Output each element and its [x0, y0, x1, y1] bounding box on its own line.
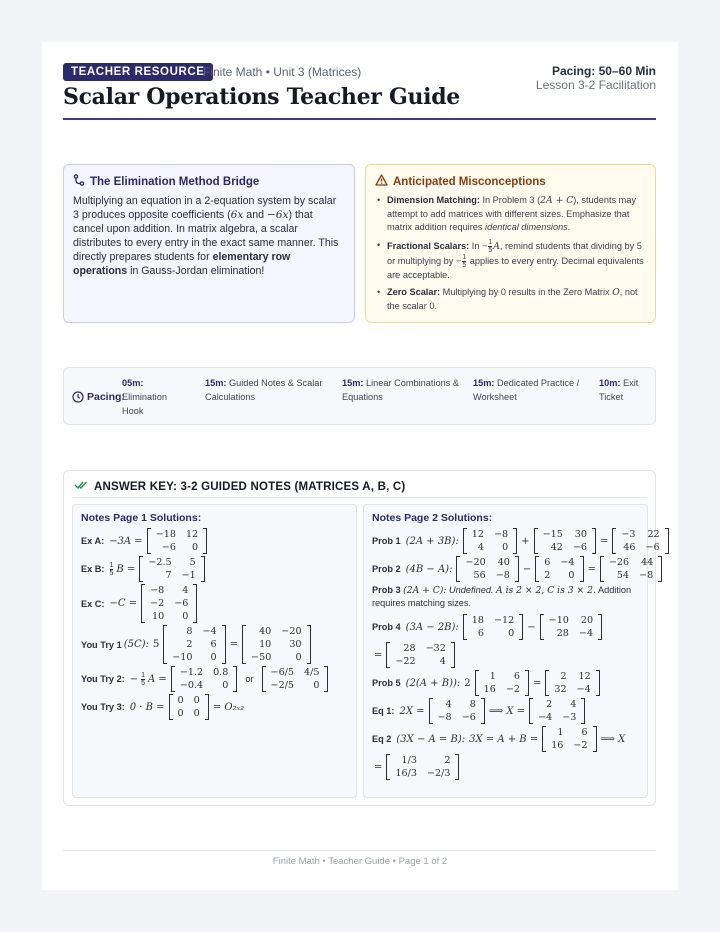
matrix-entry: −3 — [562, 712, 577, 723]
matrix-entry: 2 — [444, 755, 451, 766]
matrix-entry: −22 — [395, 656, 416, 667]
matrix-entry: 7 — [165, 570, 172, 581]
misconceptions-card — [365, 164, 656, 323]
matrix-entry: 0 — [210, 652, 217, 663]
double-check-icon — [74, 480, 88, 493]
matrix-entry: −18 — [155, 529, 176, 540]
matrix-entry: −6 — [461, 712, 476, 723]
matrix-entry: −8 — [437, 712, 452, 723]
pacing-item: 15m: Guided Notes & Scalar Calculations — [205, 378, 323, 402]
matrix-entry: 0 — [182, 611, 189, 622]
bridge-body: Multiplying an equation in a 2-equation system by scalar 3 produces opposite coefficients (6x and −6x) that cancel upon addition. In matrix algebra, a scalar distributes to every entry in the exact same manner. This directly prepares students for elementary row operations in Gauss-Jordan elimination! — [73, 195, 339, 277]
matrix — [242, 625, 311, 664]
matrix-entry: 0 — [192, 542, 199, 553]
pacing-label: Pacing: — [87, 391, 125, 403]
matrix-entry: 6 — [513, 671, 520, 682]
matrix — [542, 726, 596, 752]
answer-key-divider — [72, 497, 647, 498]
pacing-strip — [63, 367, 656, 425]
course-label: Finite Math • Unit 3 (Matrices) — [203, 65, 362, 79]
matrix-entry: −8 — [494, 529, 509, 540]
matrix-entry: 22 — [647, 529, 660, 540]
matrix — [262, 666, 329, 692]
matrix-entry: 0.8 — [213, 667, 229, 678]
matrix-entry: 28 — [556, 628, 569, 639]
title-divider — [63, 118, 656, 120]
matrix-entry: −3 — [621, 529, 636, 540]
ex-c-row: Ex C: −C = −8 4 −2 −6 10 0 — [81, 584, 348, 623]
misconceptions-list — [375, 194, 646, 313]
page-2-heading: Notes Page 2 Solutions: — [372, 512, 493, 524]
matrix-entry: 8 — [186, 626, 193, 637]
matrix-entry: 0 — [193, 708, 200, 719]
matrix — [600, 556, 662, 582]
matrix-entry: 2 — [560, 671, 567, 682]
page-1-heading: Notes Page 1 Solutions: — [81, 512, 202, 524]
matrix-entry: −2/5 — [270, 680, 295, 691]
bridge-title: The Elimination Method Bridge — [90, 175, 260, 188]
try-1-row: You Try 1 (5C): 5 8 −4 2 6 −10 0 = 40 −20 10 30 −50 0 — [81, 625, 348, 664]
matrix-entry: −4 — [202, 626, 217, 637]
matrix-entry: −6 — [161, 542, 176, 553]
matrix-entry: 6 — [477, 628, 485, 639]
misconceptions-title: Anticipated Misconceptions — [393, 175, 546, 188]
matrix-entry: 0 — [508, 628, 515, 639]
page — [42, 42, 678, 890]
matrix-entry: 2 — [186, 639, 193, 650]
ex-b-row: Ex B: $\frac{1}{5}$ B = −2.5 5 7 −1 — [81, 556, 348, 582]
matrix-entry: −6 — [174, 598, 189, 609]
matrix — [139, 556, 204, 582]
warning-icon — [375, 174, 388, 189]
eq-2-result-row: = 1/3 2 16/3 −2/3 — [372, 754, 639, 780]
route-icon — [73, 174, 85, 189]
matrix-entry: 12 — [185, 529, 199, 540]
pacing-summary: Pacing: 50–60 Min — [551, 64, 656, 78]
matrix-entry: 18 — [471, 615, 485, 626]
matrix-entry: −10 — [172, 652, 193, 663]
matrix-entry: 0 — [222, 680, 229, 691]
matrix-entry: −12 — [494, 615, 515, 626]
matrix-entry: −20 — [281, 626, 302, 637]
matrix — [386, 754, 459, 780]
matrix-entry: −32 — [425, 643, 446, 654]
matrix-entry: 40 — [259, 626, 272, 637]
matrix-entry: −50 — [251, 652, 272, 663]
misconceptions-heading — [375, 174, 646, 189]
matrix — [545, 670, 599, 696]
matrix-entry: 46 — [623, 542, 636, 553]
prob-5-row: Prob 5 (2(A + B)): 2 1 6 16 −2 = 2 12 32 −4 — [372, 670, 639, 696]
matrix-entry: 20 — [580, 615, 594, 626]
matrix-entry: −4 — [538, 712, 553, 723]
matrix — [463, 528, 517, 554]
matrix-entry: 4 — [570, 699, 577, 710]
matrix-entry: −4 — [576, 684, 591, 695]
try-3-row: You Try 3: 0 · B = 0 0 0 0 = O₂ₓ₂ — [81, 695, 245, 719]
matrix-entry: −0.4 — [179, 680, 204, 691]
footer-divider — [63, 850, 656, 851]
matrix — [147, 528, 207, 554]
matrix-entry: 4 — [445, 699, 452, 710]
matrix — [463, 614, 523, 640]
matrix-entry: 4/5 — [304, 667, 320, 678]
lesson-label: Lesson 3-2 Facilitation — [535, 78, 656, 92]
matrix-entry: 0 — [568, 570, 575, 581]
list-item: • Fractional Scalars: In − $\frac{1}{5}$ A, remind students that dividing by 5 or multiplying by − $\frac{1}{5}$ applies to every entry. Decimal equivalents are acceptable. — [375, 239, 646, 283]
matrix-entry: 4 — [439, 656, 446, 667]
matrix — [456, 556, 518, 582]
matrix — [529, 698, 585, 724]
pacing-item: 15m: Dedicated Practice / Worksheet — [473, 378, 580, 402]
matrix — [429, 698, 485, 724]
matrix-entry: −4 — [578, 628, 594, 639]
elimination-bridge-card — [63, 164, 355, 323]
matrix-entry: 0 — [177, 708, 184, 719]
matrix-entry: 40 — [497, 557, 510, 568]
page-title: Scalar Operations Teacher Guide — [63, 84, 460, 110]
matrix-entry: −2/3 — [426, 768, 451, 779]
matrix-entry: −2.5 — [148, 557, 172, 568]
matrix — [163, 625, 225, 664]
matrix-entry: −1 — [181, 570, 196, 581]
matrix-entry: 54 — [616, 570, 630, 581]
eq-1-row: Eq 1: 2X = 4 8 −8 −6 ⟹ X = 2 4 −4 −3 — [372, 698, 639, 724]
matrix-entry: −6 — [645, 542, 660, 553]
clock-icon — [72, 390, 84, 408]
matrix-entry: 0 — [295, 652, 302, 663]
matrix-entry: −20 — [465, 557, 486, 568]
matrix-entry: 1/3 — [401, 755, 417, 766]
answer-key-title: ANSWER KEY: 3-2 GUIDED NOTES (MATRICES A, B, C) — [94, 480, 406, 493]
matrix-entry: 44 — [641, 557, 654, 568]
resource-badge: TEACHER RESOURCE — [63, 63, 213, 81]
matrix — [169, 694, 209, 720]
matrix-entry: 0 — [193, 695, 200, 706]
matrix — [612, 528, 668, 554]
matrix-entry: −1.2 — [179, 667, 204, 678]
matrix — [535, 556, 583, 582]
matrix — [475, 670, 529, 696]
matrix-entry: 8 — [469, 699, 476, 710]
matrix-entry: −6/5 — [270, 667, 295, 678]
matrix-entry: 6 — [210, 639, 217, 650]
ex-a-row: Ex A: −3A = −18 12 −6 0 — [81, 528, 348, 554]
list-item: • Dimension Matching: In Problem 3 (2A + C), students may attempt to add matrices with different sizes. Emphasize that matrix addition requires identical dimensions. — [375, 194, 646, 235]
prob-2-row: Prob 2 (4B − A): −20 40 56 −8 − 6 −4 2 0 = −26 44 54 −8 — [372, 556, 639, 582]
pacing-item: 10m: Exit Ticket — [599, 378, 639, 402]
matrix-entry: −26 — [608, 557, 630, 568]
bridge-heading — [73, 174, 345, 189]
matrix-entry: 42 — [550, 542, 563, 553]
pacing-item: 15m: Linear Combinations & Equations — [342, 378, 459, 402]
matrix-entry: 30 — [289, 639, 302, 650]
matrix-entry: 4 — [182, 585, 189, 596]
answer-key-card — [63, 470, 660, 806]
notes-page-1 — [72, 504, 357, 798]
matrix — [534, 528, 596, 554]
matrix-entry: 56 — [473, 570, 486, 581]
prob-1-row: Prob 1 (2A + 3B): 12 −8 4 0 + −15 30 42 −6 = −3 22 46 −6 — [372, 528, 639, 554]
matrix-entry: −2 — [150, 598, 165, 609]
prob-3-note: Prob 3 (2A + C): Undefined. A is 2 × 2, C is 3 × 2. Addition requires matching sizes. — [372, 585, 632, 608]
matrix-entry: 6 — [581, 727, 588, 738]
matrix — [386, 642, 455, 668]
page-footer: Finite Math • Teacher Guide • Page 1 of 2 — [272, 856, 448, 867]
eq-2-row: Eq 2 (3X − A = B): 3X = A + B = 1 6 16 −2 ⟹ X — [372, 727, 626, 751]
matrix-entry: −4 — [560, 557, 575, 568]
matrix-entry: −2 — [505, 684, 520, 695]
matrix-entry: −10 — [548, 615, 569, 626]
matrix-entry: 32 — [554, 684, 567, 695]
pacing-item: 05m: Elimination Hook — [122, 378, 167, 416]
matrix-entry: −6 — [572, 542, 587, 553]
matrix-entry: 10 — [259, 639, 272, 650]
matrix-entry: −15 — [542, 529, 563, 540]
matrix-entry: 10 — [152, 611, 165, 622]
matrix-entry: 12 — [471, 529, 485, 540]
notes-page-2 — [363, 504, 660, 798]
matrix-entry: 1 — [557, 727, 564, 738]
matrix-entry: 16/3 — [395, 768, 417, 779]
matrix-entry: 16 — [483, 684, 496, 695]
matrix-entry: 30 — [574, 529, 587, 540]
matrix-entry: 16 — [551, 740, 564, 751]
matrix-entry: 28 — [403, 643, 416, 654]
matrix-entry: −8 — [495, 570, 510, 581]
matrix-entry: −8 — [150, 585, 165, 596]
matrix — [540, 614, 602, 640]
matrix-entry: −2 — [573, 740, 588, 751]
matrix-entry: 5 — [189, 557, 196, 568]
answer-key-heading — [74, 480, 405, 493]
matrix-entry: 0 — [502, 542, 509, 553]
matrix — [141, 584, 197, 623]
matrix-entry: 0 — [313, 680, 320, 691]
prob-4-result-row: = 28 −32 −22 4 — [372, 642, 639, 668]
matrix-entry: 2 — [546, 699, 553, 710]
try-2-row: You Try 2: − $\frac{1}{5}$ A = −1.2 0.8 −0.4 0 or −6/5 4/5 −2/5 0 — [81, 666, 348, 692]
matrix-entry: 0 — [177, 695, 184, 706]
matrix-entry: 1 — [489, 671, 496, 682]
prob-4-row: Prob 4 (3A − 2B): 18 −12 6 0 − −10 20 28 −4 — [372, 614, 639, 640]
matrix-entry: 4 — [477, 542, 485, 553]
matrix-entry: 12 — [578, 671, 591, 682]
matrix-entry: 6 — [544, 557, 551, 568]
matrix-entry: −8 — [639, 570, 654, 581]
matrix — [171, 666, 238, 692]
list-item: • Zero Scalar: Multiplying by 0 results in the Zero Matrix O, not the scalar 0. — [375, 286, 646, 313]
matrix-entry: 2 — [544, 570, 551, 581]
